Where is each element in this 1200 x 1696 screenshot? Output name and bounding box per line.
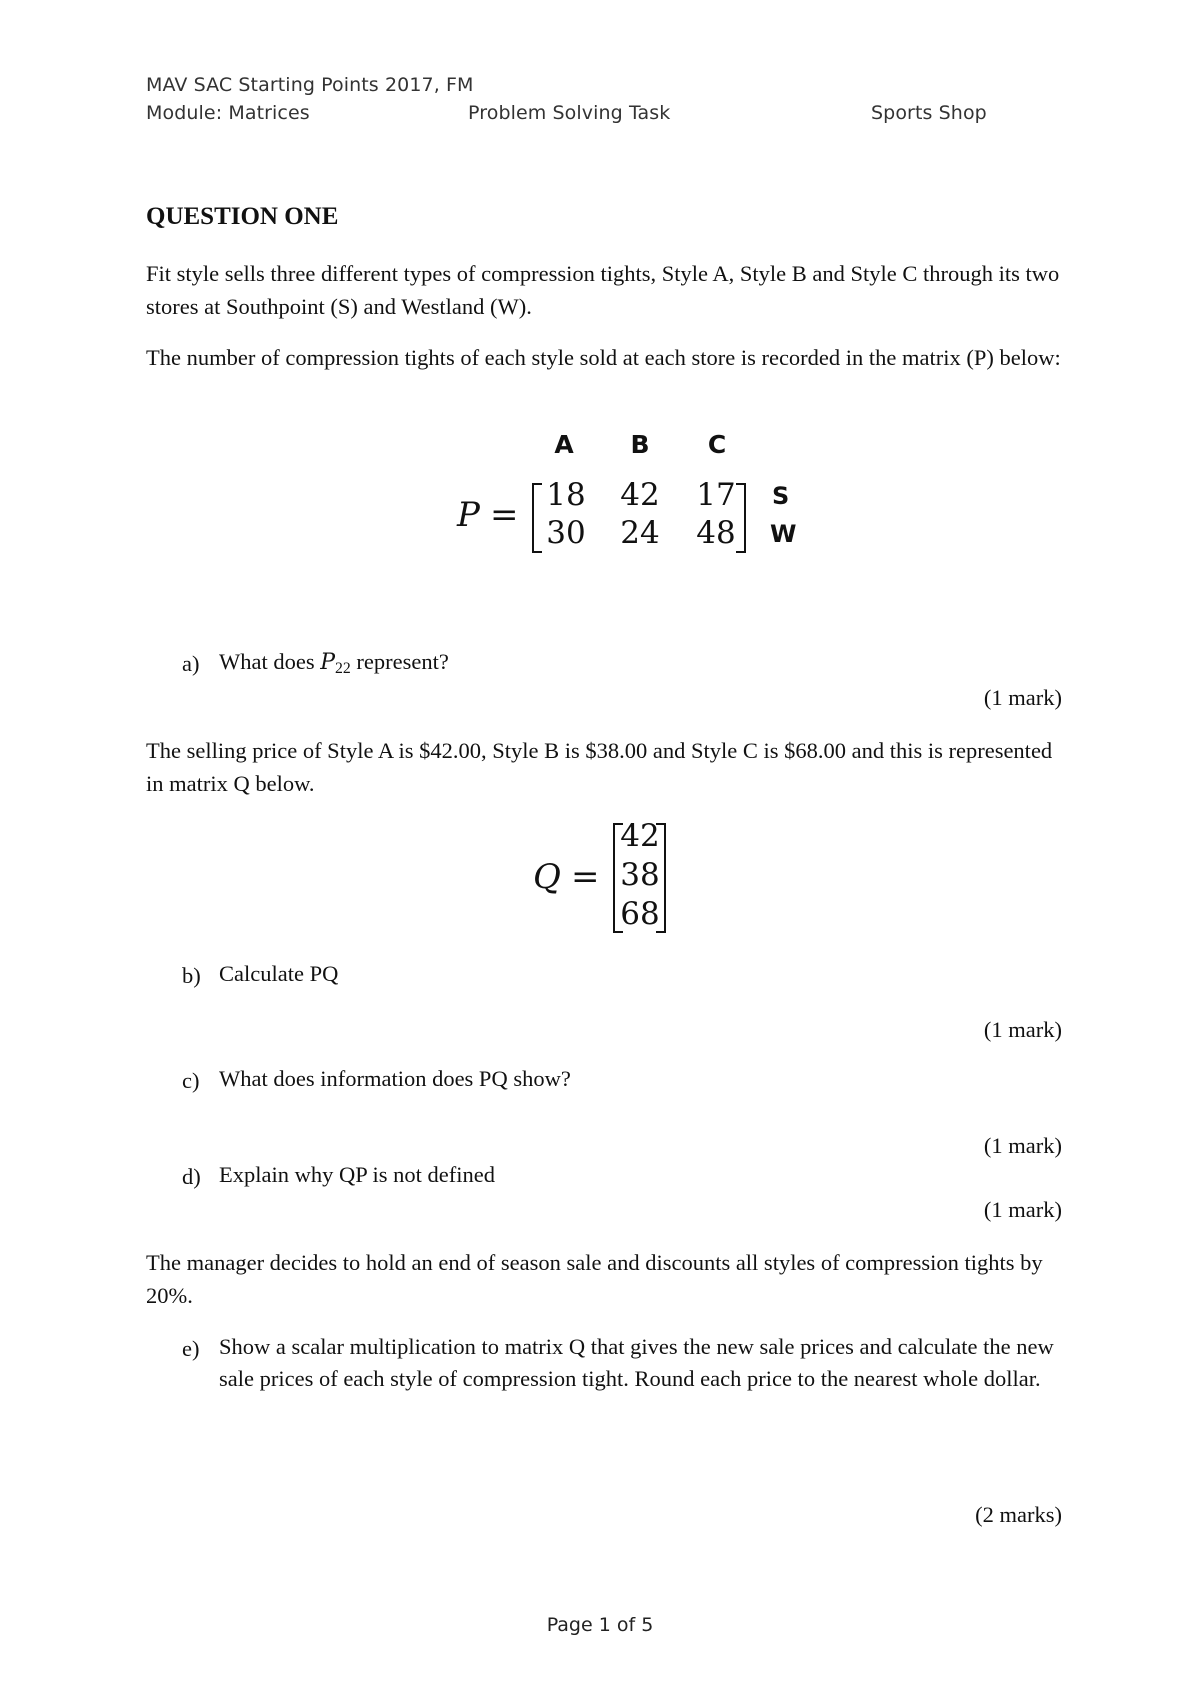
part-a-subscript: 22 bbox=[335, 659, 351, 677]
part-a-question bbox=[219, 646, 449, 685]
part-a-label: a) bbox=[182, 651, 200, 676]
part-c-marks: (1 mark) bbox=[983, 1133, 1062, 1158]
part-c-label: c) bbox=[182, 1068, 200, 1093]
sale-paragraph: The manager decides to hold an end of season sale and discounts all styles of compression tights by 20%. bbox=[146, 1250, 1043, 1308]
part-e-marks: (2 marks) bbox=[975, 1502, 1062, 1527]
part-b-label: b) bbox=[182, 963, 201, 988]
header-title: MAV SAC Starting Points 2017, FM bbox=[146, 74, 474, 96]
part-d-label: d) bbox=[182, 1164, 201, 1189]
intro-paragraph-2: The number of compression tights of each style sold at each store is recorded in the matrix (P) below: bbox=[146, 345, 1061, 370]
header-task: Problem Solving Task bbox=[468, 102, 671, 124]
part-e-label: e) bbox=[182, 1336, 200, 1361]
part-b-marks: (1 mark) bbox=[983, 1017, 1062, 1042]
part-e-text: Show a scalar multiplication to matrix Q that gives the new sale prices and calculate the new sale prices of each style of compression tight. Round each price to the nearest whole dollar. bbox=[219, 1334, 1054, 1391]
part-d-marks: (1 mark) bbox=[983, 1197, 1062, 1222]
matrix-q-equals: = bbox=[571, 857, 600, 897]
matrix-p-cell: 30 bbox=[546, 515, 586, 551]
header-module: Module: Matrices bbox=[146, 102, 310, 124]
part-a-text-after: represent? bbox=[350, 649, 449, 674]
matrix-q-cell: 38 bbox=[620, 857, 660, 893]
matrix-p-name: P bbox=[457, 495, 480, 535]
intro-paragraph-1: Fit style sells three different types of compression tights, Style A, Style B and Style C through its two stores at Southpoint (S) and Westland (W). bbox=[146, 261, 1060, 319]
matrix-p-col-label-a: A bbox=[554, 430, 574, 459]
page-number: Page 1 of 5 bbox=[546, 1614, 654, 1636]
matrix-q-cell: 68 bbox=[620, 896, 660, 932]
part-a-text-before: What does bbox=[219, 649, 321, 674]
matrix-p-col-label-c: C bbox=[707, 430, 727, 459]
part-b-text: Calculate PQ bbox=[219, 961, 339, 986]
part-d-text: Explain why QP is not defined bbox=[219, 1162, 496, 1187]
matrix-p-row-label-s: S bbox=[772, 482, 790, 510]
part-c-text: What does information does PQ show? bbox=[219, 1066, 571, 1091]
matrix-p-cell: 24 bbox=[620, 515, 660, 551]
matrix-q-name: Q bbox=[533, 857, 561, 897]
price-paragraph: The selling price of Style A is $42.00, Style B is $38.00 and Style C is $68.00 and this is represented in matrix Q below. bbox=[146, 738, 1053, 796]
matrix-p-equals: = bbox=[490, 495, 519, 535]
part-a-variable: P bbox=[320, 650, 336, 675]
matrix-q-cell: 42 bbox=[620, 818, 660, 854]
question-heading: QUESTION ONE bbox=[146, 203, 339, 230]
header-topic: Sports Shop bbox=[871, 102, 987, 124]
part-a-marks: (1 mark) bbox=[983, 685, 1062, 710]
matrix-p-cell: 48 bbox=[696, 515, 736, 551]
matrix-p-col-label-b: B bbox=[630, 430, 650, 459]
matrix-p-cell: 42 bbox=[620, 477, 660, 513]
matrix-p-cell: 17 bbox=[696, 477, 736, 513]
matrix-p-cell: 18 bbox=[546, 477, 586, 513]
matrix-p-row-label-w: W bbox=[770, 520, 797, 548]
